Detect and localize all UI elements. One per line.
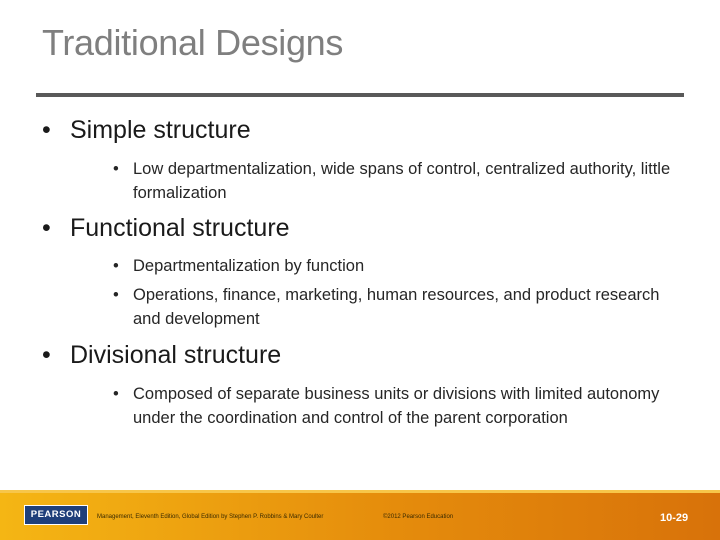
pearson-logo: PEARSON: [24, 505, 88, 525]
list-item: [113, 382, 673, 430]
section-heading-text: Functional structure: [70, 214, 290, 242]
footer-accent-line: [0, 490, 720, 493]
list-item-text: Departmentalization by function: [133, 257, 365, 275]
list-item-text: Low departmentalization, wide spans of control, centralized authority, little formalization: [133, 160, 671, 202]
footer-copyright: ©2012 Pearson Education: [383, 514, 454, 520]
bullet-icon: •: [113, 385, 119, 403]
list-item: [113, 157, 673, 205]
bullet-icon: •: [42, 214, 51, 242]
bullet-icon: •: [42, 116, 51, 144]
list-item: [113, 254, 673, 278]
section-heading-text: Simple structure: [70, 116, 251, 144]
slide-title: Traditional Designs: [42, 22, 344, 63]
bullet-icon: •: [113, 257, 119, 275]
bullet-icon: •: [42, 341, 51, 369]
bullet-icon: •: [113, 286, 119, 304]
bullet-icon: •: [113, 160, 119, 178]
section-heading-divisional: [42, 341, 281, 370]
page-number: 10-29: [660, 512, 689, 524]
list-item: [113, 283, 673, 331]
list-item-text: Composed of separate business units or divisions with limited autonomy under the coordination and control of the parent corporation: [133, 385, 660, 427]
footer-credit: Management, Eleventh Edition, Global Edition by Stephen P. Robbins & Mary Coulter: [97, 514, 324, 520]
section-heading-simple: [42, 116, 251, 145]
section-heading-functional: [42, 214, 290, 243]
section-heading-text: Divisional structure: [70, 341, 282, 369]
list-item-text: Operations, finance, marketing, human resources, and product research and development: [133, 286, 660, 328]
